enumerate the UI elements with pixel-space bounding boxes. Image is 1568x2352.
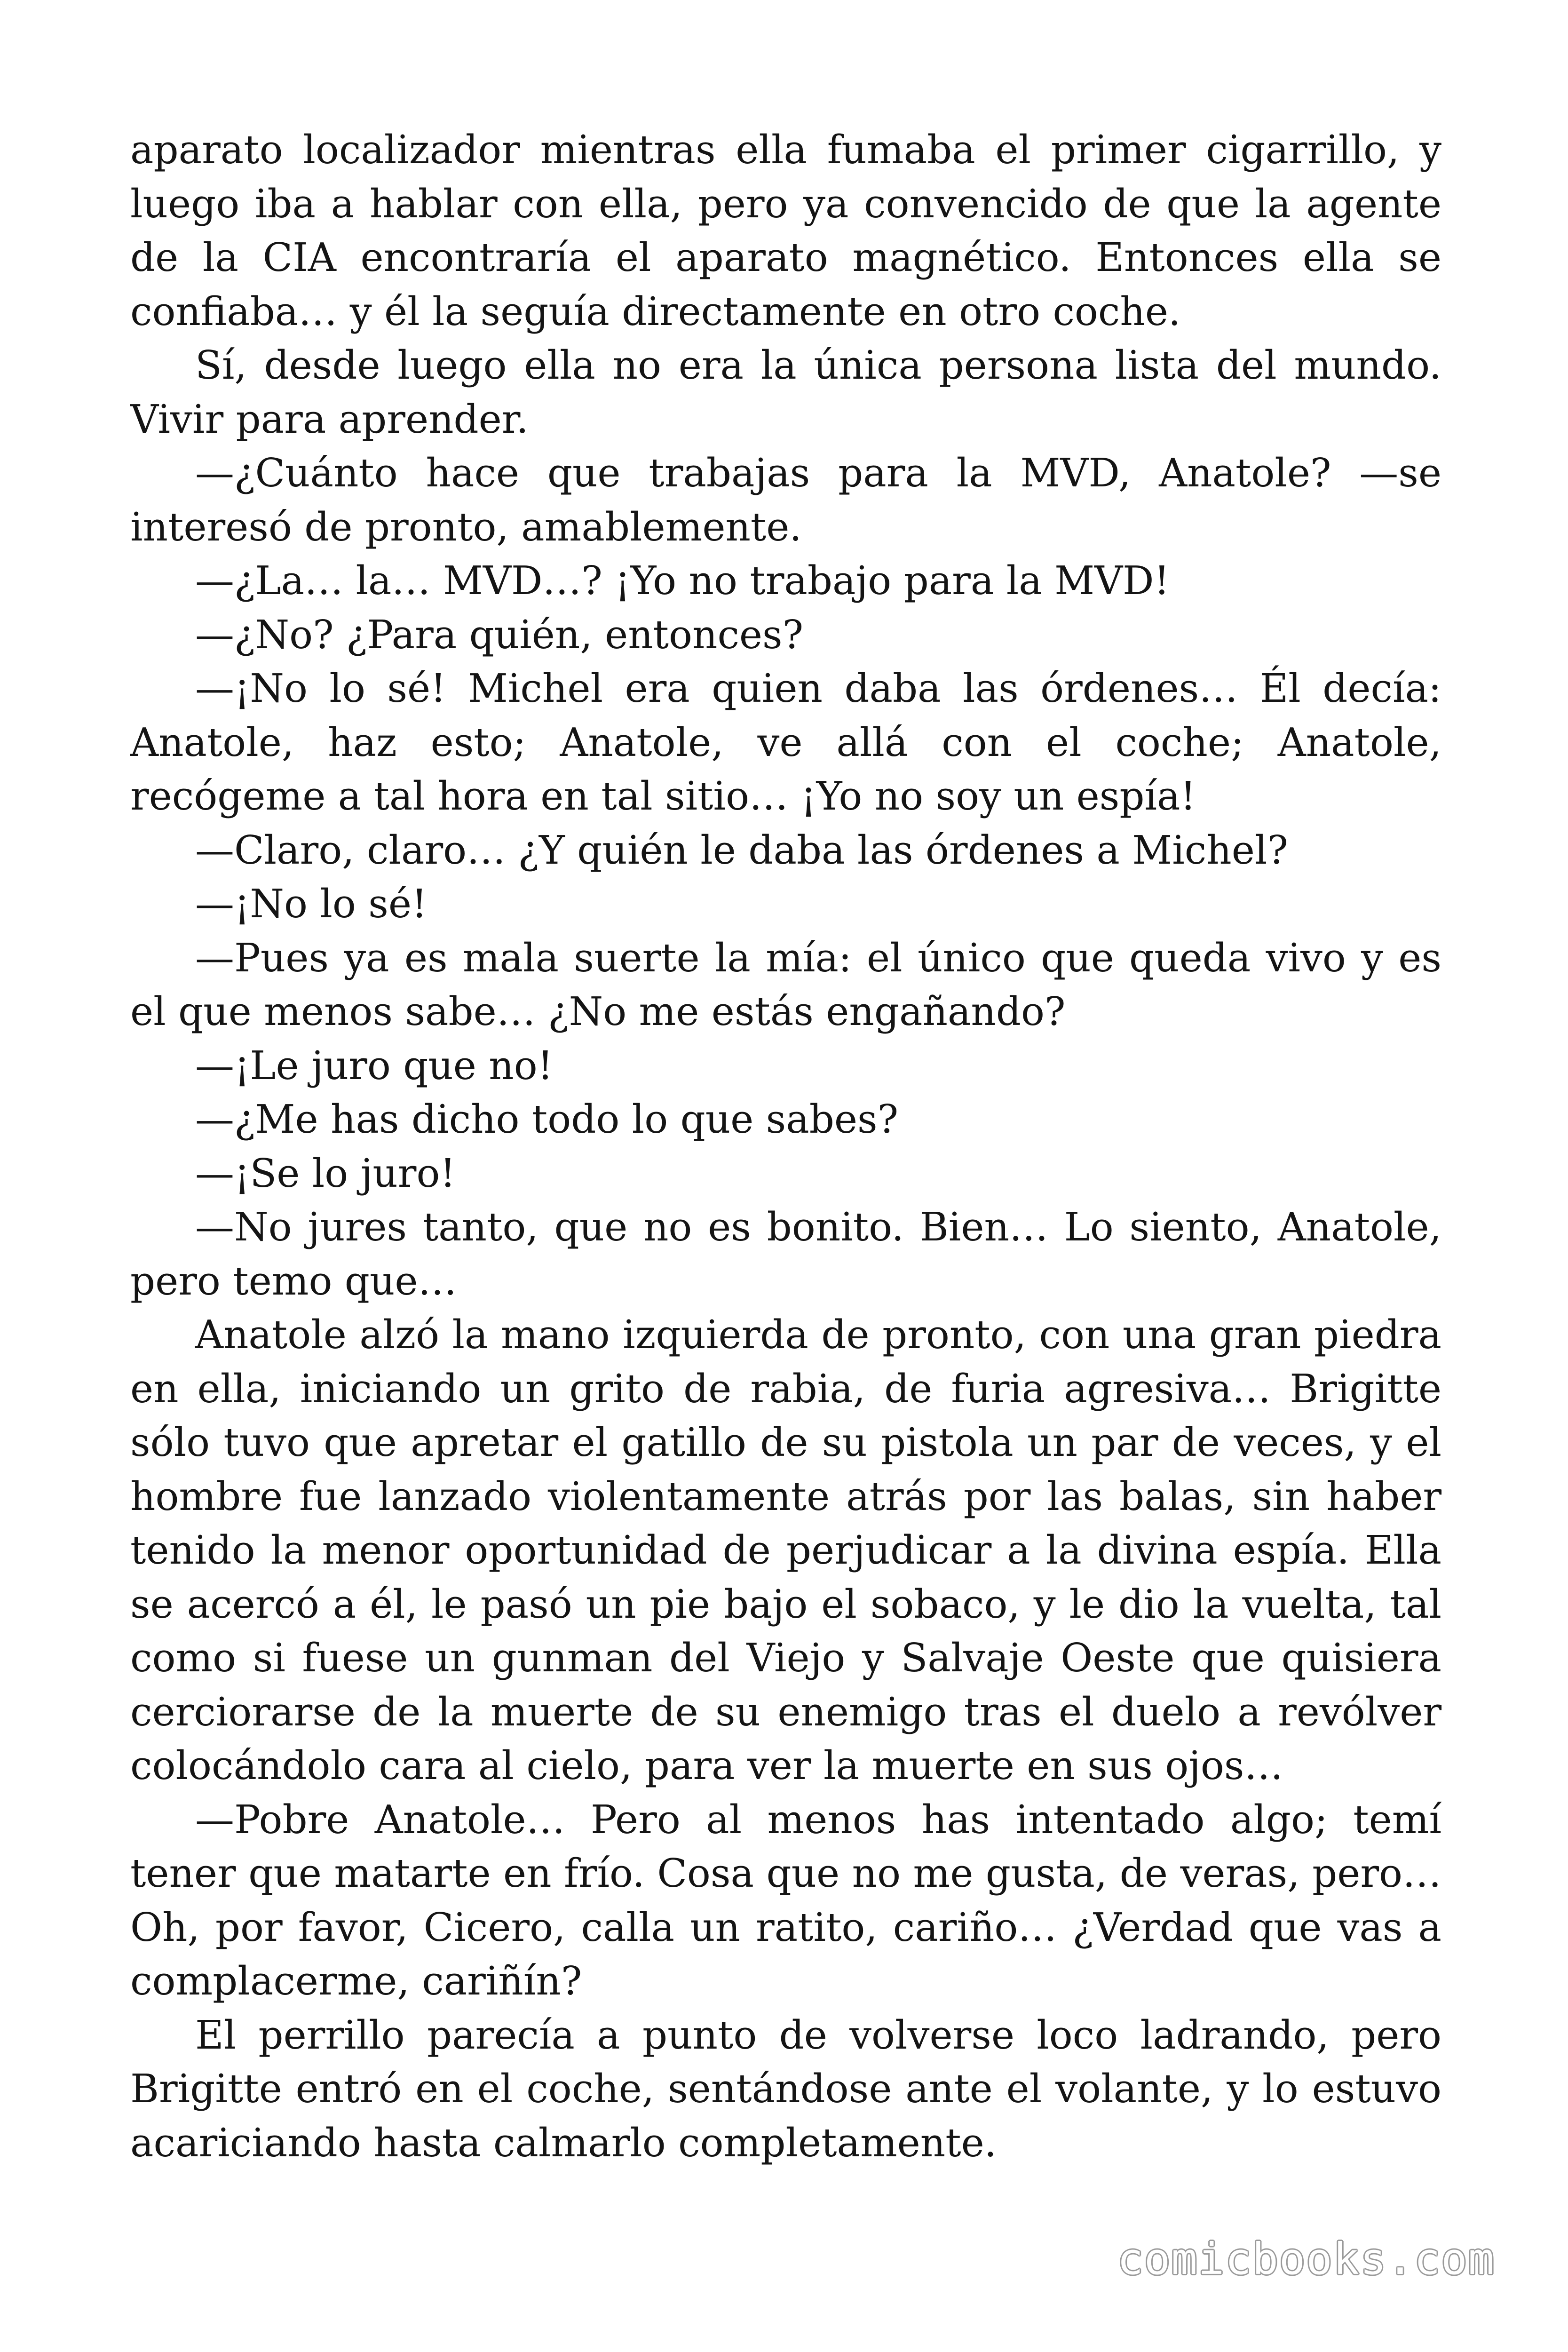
dialogue-line: —Pues ya es mala suerte la mía: el único que queda vivo y es el que menos sabe… ¿No me estás engañando? <box>130 935 1441 1034</box>
dialogue-line: —¡Se lo juro! <box>195 1150 456 1196</box>
watermark-logo: comicbooks.com <box>1117 2234 1495 2284</box>
dialogue-line: —¿No? ¿Para quién, entonces? <box>195 612 804 658</box>
dialogue-line: —¿La… la… MVD…? ¡Yo no trabajo para la MVD! <box>195 558 1170 604</box>
dialogue-line: —¿Me has dicho todo lo que sabes? <box>195 1097 899 1142</box>
paragraph: Sí, desde luego ella no era la única persona lista del mundo. Vivir para aprender. <box>130 342 1441 442</box>
paragraph: El perrillo parecía a punto de volverse loco ladrando, pero Brigitte entró en el coche, sentándose ante el volante, y lo estuvo acariciando hasta calmarlo completamente. <box>130 2012 1441 2166</box>
dialogue-line: —¡No lo sé! <box>195 881 428 927</box>
dialogue-line: —Pobre Anatole… Pero al menos has intentado algo; temí tener que matarte en frío. Cosa que no me gusta, de veras, pero… Oh, por favor, Cicero, calla un ratito, cariño… ¿Verdad que vas a complacerme, cariñín? <box>130 1796 1441 2004</box>
book-page-text <box>130 123 1441 2170</box>
paragraph-continuation: aparato localizador mientras ella fumaba el primer cigarrillo, y luego iba a hablar con ella, pero ya convencido de que la agente de la CIA encontraría el aparato magnético. Entonces ella se confiaba… y él la seguía directamente en otro coche. <box>130 127 1441 334</box>
dialogue-line: —¡Le juro que no! <box>195 1042 554 1089</box>
dialogue-line: —Claro, claro… ¿Y quién le daba las órdenes a Michel? <box>195 827 1288 873</box>
dialogue-line: —No jures tanto, que no es bonito. Bien… Lo siento, Anatole, pero temo que… <box>130 1204 1441 1304</box>
paragraph: Anatole alzó la mano izquierda de pronto, con una gran piedra en ella, iniciando un grito de rabia, de furia agresiva… Brigitte sólo tuvo que apretar el gatillo de su pistola un par de veces, y el hombre fue lanzado violentamente atrás por las balas, sin haber tenido la menor oportunidad de perjudicar a la divina espía. Ella se acercó a él, le pasó un pie bajo el sobaco, y le dio la vuelta, tal como si fuese un gunman del Viejo y Salvaje Oeste que quisiera cerciorarse de la muerte de su enemigo tras el duelo a revólver colocándolo cara al cielo, para ver la muerte en sus ojos… <box>130 1312 1441 1788</box>
dialogue-line: —¡No lo sé! Michel era quien daba las órdenes… Él decía: Anatole, haz esto; Anatole, ve allá con el coche; Anatole, recógeme a tal hora en tal sitio… ¡Yo no soy un espía! <box>130 666 1441 819</box>
dialogue-line: —¿Cuánto hace que trabajas para la MVD, Anatole? —se interesó de pronto, amablemente. <box>130 450 1441 550</box>
